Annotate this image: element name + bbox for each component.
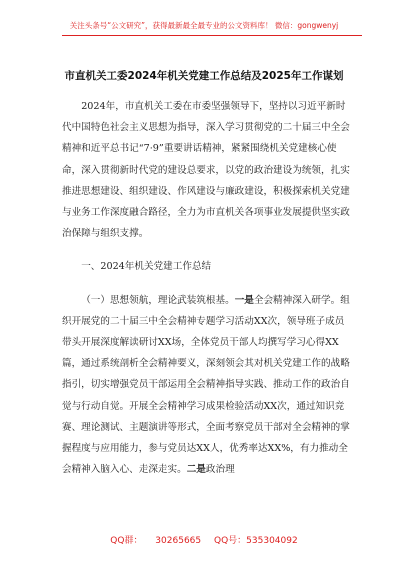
paragraph-1-lead-text: 全会精神深入研学。: [253, 294, 341, 306]
section-heading: 一、2024年机关党建工作总结: [81, 261, 212, 273]
intro-paragraph: 2024年，市直机关工委在市委坚强领导下，坚持以习近平新时代中国特色社会主义思想为指导，深入学习贯彻党的二十届三中全会精神和近平总书记“7·9”重要讲话精神，紧紧围绕机关党建核心使命，深入贯彻新时代党的建设总要求，以党的政治建设为统领，扎实推进思想建设、组织建设、作风建设与廉政建设，积极探索机关党建与业务工作深度融合路径，全力为市直机关各项事业发展提供坚实政治保障与组织支撑。: [62, 101, 350, 240]
footer-qq-number: QQ号：535304092: [214, 536, 298, 546]
header-banner: 关注头条号“公文研究”，获得最新最全最专业的公文资料库！ 微信：gongwenyj: [69, 21, 339, 30]
header-divider: [62, 35, 362, 36]
paragraph-1-body: 组织开展党的二十届三中全会精神专题学习活动XX次，领导班子成员带头开展深度解读研讨XX场，全体党员干部人均撰写学习心得XX篇，通过系统剖析全会精神要义，深刻领会其对机关党建工作的战略指引，切实增强党员干部运用全会精神指导实践、推动工作的政治自觉与行动自觉。开展全会精神学习成果检验活动XX次，通过知识竞赛、理论测试、主题演讲等形式，全面考察党员干部对全会精神的掌握程度与应用能力，参与党员达XX人，优秀率达XX%，有力推动全会精神入脑入心、走深走实。: [62, 294, 350, 476]
footer-qq-group: QQ群： 30265665: [110, 536, 202, 546]
section-gap: [62, 244, 352, 256]
paragraph-1-next-lead: 二是: [186, 464, 206, 476]
document-body: [62, 96, 352, 480]
paragraph-1: [62, 290, 352, 481]
section-gap: [62, 278, 352, 290]
footer-contact: [0, 533, 408, 546]
paragraph-1-heading: （一）思想领航，理论武装筑根基。: [81, 294, 235, 306]
document-title: 市直机关工委2024年机关党建工作总结及2025年工作谋划: [64, 70, 344, 82]
paragraph-1-lead: 一是: [234, 294, 254, 306]
paragraph-1-next-text: 政治理: [205, 464, 235, 476]
